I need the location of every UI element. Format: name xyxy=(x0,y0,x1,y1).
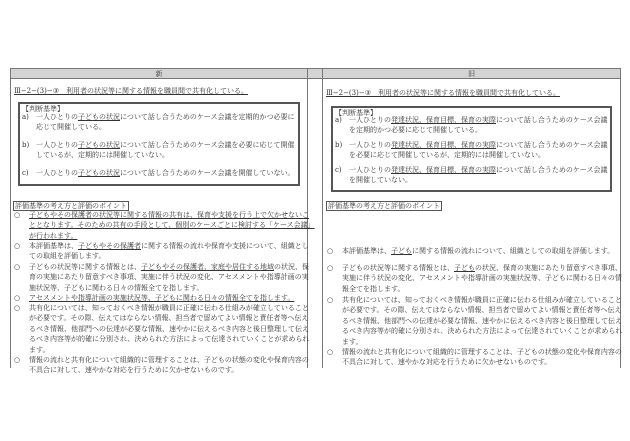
underlined-text: 子どもの状況 xyxy=(78,113,120,121)
text-segment: について話し合うためのケース会議を必要に応じて開催 xyxy=(120,141,295,149)
text-segment: を必要に応じて開催しているが、定期的には開催していない。 xyxy=(349,151,545,160)
bullet-circle-icon: ○ xyxy=(14,263,21,271)
text-body xyxy=(342,263,622,294)
text-segment: 実施に伴う状況の変化、アセスメントや指導計画の実施状況等、子どもに関わる日々の情 xyxy=(342,274,622,283)
underlined-text: アセスメントや指導計画の実施状況等、子どもに関わる日々の情報全てを指します。 xyxy=(29,294,295,302)
text-segment: 一人ひとりの xyxy=(349,116,391,124)
text-segment: が必要です。その際、伝えてはならない情報、担当者で留めてよい情報と責任者等へ伝え xyxy=(29,314,309,323)
text-line xyxy=(29,324,309,334)
text-segment: について話し合うためのケース会議を定期的かつ必要に xyxy=(120,113,295,121)
underlined-text: が行われます。 xyxy=(29,231,78,240)
text-body xyxy=(36,140,295,161)
text-segment: 一人ひとりの xyxy=(36,113,78,121)
text-line xyxy=(29,345,309,355)
text-body xyxy=(29,293,294,303)
text-segment: について話し合うためのケース会議 xyxy=(496,116,608,124)
text-segment: ます。 xyxy=(342,337,363,346)
underlined-text: 発達状況、保育目標、保育の実際 xyxy=(391,116,496,124)
text-segment: を定期的かつ必要に応じて開催している。 xyxy=(349,126,482,135)
text-segment: しているが、定期的には開催していない。 xyxy=(36,151,169,160)
old-points-heading: 評価基準の考え方と評価のポイント xyxy=(328,202,440,210)
bullet-circle-icon: ○ xyxy=(327,264,334,272)
table-border-left xyxy=(10,68,11,368)
text-segment: るべき内容等が的確に分別され、決められた方法によって伝達されていくことが求められ xyxy=(342,327,623,336)
bullet-circle-icon: ○ xyxy=(327,348,334,356)
text-line xyxy=(29,220,315,230)
old-criteria-heading: 【判断基準】 xyxy=(335,109,377,117)
text-segment: が必要です。その際、伝えてはならない情報、担当者で留めてよい情報と責任者等へ伝え xyxy=(342,306,622,315)
text-body xyxy=(349,115,608,136)
text-segment: ます。 xyxy=(29,345,50,354)
underlined-text: 子どもやその保護者、家庭や居住する地域 xyxy=(141,263,274,271)
criterion-label: c) xyxy=(335,166,342,174)
text-segment: 情報の流れと共有化について組織的に管理することは、子どもの状態の変化や保育内容の xyxy=(342,348,622,356)
new-section-title: Ⅲ−2−(3)−③ 利用者の状況等に関する情報を職員間で共有化している。 xyxy=(14,87,248,95)
text-line xyxy=(342,263,622,273)
text-line xyxy=(36,112,295,122)
text-line xyxy=(29,365,309,375)
text-segment: るべき内容等が的確に分別され、決められた方法によって伝達されていくことが求められ xyxy=(29,335,310,344)
text-line xyxy=(36,140,295,150)
text-line xyxy=(349,140,608,150)
text-line xyxy=(342,246,614,256)
text-line xyxy=(29,313,309,323)
bullet-circle-icon: ○ xyxy=(14,294,21,302)
text-segment: 施状況等、子どもに関わる日々の情報全てを指します。 xyxy=(29,283,204,292)
underlined-text: 子どもやその保護者 xyxy=(78,242,141,250)
text-segment: 情報の流れと共有化について組織的に管理することは、子どもの状態の変化や保育内容の xyxy=(29,356,309,364)
text-segment: るべき情報、他部門への伝達が必要な情報、速やかに伝えるべき内容と後日整理して伝え xyxy=(342,316,622,325)
text-body xyxy=(29,303,309,355)
underlined-text: 子ども xyxy=(391,247,412,255)
text-line xyxy=(29,231,315,241)
criterion-label: a) xyxy=(335,116,342,124)
text-line xyxy=(342,305,622,315)
text-segment: 応じて開催している。 xyxy=(36,123,106,132)
text-body xyxy=(29,241,309,262)
text-line xyxy=(349,175,608,185)
text-segment: 一人ひとりの xyxy=(349,141,391,149)
text-segment: 共有化については、知っておくべき情報が職員に正確に伝わる仕組みが確立していること xyxy=(342,296,622,304)
criterion-label: c) xyxy=(22,169,29,177)
text-segment: の状況、保 xyxy=(274,263,309,271)
text-segment: ての取組を評価します。 xyxy=(29,252,106,261)
underlined-text: ととなります。そのための共有の手段として、個別のケースごとに検討する「ケース会議」 xyxy=(29,221,315,230)
text-line xyxy=(342,326,622,336)
text-body xyxy=(36,112,295,133)
text-body xyxy=(29,355,309,376)
text-line xyxy=(29,251,309,261)
text-segment: 報全てを指します。 xyxy=(342,284,405,293)
text-segment: に関する情報の流れや保育や支援について、組織とし xyxy=(141,242,309,250)
text-segment: 子どもの状況等に関する情報とは、 xyxy=(342,264,454,272)
text-segment: 一人ひとりの xyxy=(349,166,391,174)
old-section-title: Ⅲ−2−(3)−③ 利用者の状況等に関する情報を職員間で共有化している。 xyxy=(326,89,560,97)
text-line xyxy=(342,347,622,357)
text-segment: 不具合に対して、速やかな対応を行うために欠かせないものです。 xyxy=(29,366,239,375)
text-line xyxy=(342,273,622,283)
text-segment: について話し合うためのケース会議 xyxy=(496,166,608,174)
text-line xyxy=(29,334,309,344)
text-segment: について話し合うためのケース会議を開催していない。 xyxy=(120,169,295,177)
text-body xyxy=(29,210,315,241)
text-line xyxy=(36,168,295,178)
bullet-circle-icon: ○ xyxy=(14,304,21,312)
underlined-text: 子どもやその保護者の状況等に関する情報の共有は、保育や支援を行う上で欠かせないこ xyxy=(29,211,309,219)
text-segment: 子どもの状況等に関する情報とは、 xyxy=(29,263,141,271)
text-line xyxy=(349,115,608,125)
text-line xyxy=(349,125,608,135)
text-body xyxy=(342,246,614,256)
text-line xyxy=(349,165,608,175)
text-line xyxy=(29,272,309,282)
text-body xyxy=(36,168,295,178)
bullet-circle-icon: ○ xyxy=(327,247,334,255)
new-criteria-heading: 【判断基準】 xyxy=(22,105,64,113)
text-segment: 育の実施にあたり留意すべき事項、実施に伴う状況の変化、アセスメントや指導計画の実 xyxy=(29,273,309,282)
old-column-header: 旧 xyxy=(322,68,621,79)
bullet-circle-icon: ○ xyxy=(327,296,334,304)
text-line xyxy=(29,293,294,303)
bullet-circle-icon: ○ xyxy=(14,356,21,364)
criterion-label: b) xyxy=(22,141,30,149)
underlined-text: 子ども xyxy=(454,264,475,272)
text-line xyxy=(29,355,309,365)
text-segment: の状況、保育の実施にあたり留意すべき事項、 xyxy=(475,264,622,272)
text-line xyxy=(29,283,309,293)
underlined-text: 発達状況、保育目標、保育の実際 xyxy=(391,141,496,149)
text-segment: を開催していない。 xyxy=(349,176,412,185)
text-segment: るべき情報、他部門への伝達が必要な情報、速やかに伝えるべき内容と後日整理して伝え xyxy=(29,324,309,333)
underlined-text: 子どもの状況 xyxy=(78,141,120,149)
criterion-label: b) xyxy=(335,141,343,149)
text-body xyxy=(342,295,622,347)
text-line xyxy=(349,150,608,160)
text-line xyxy=(342,357,622,367)
criterion-label: a) xyxy=(22,113,29,121)
text-line xyxy=(36,122,295,132)
new-column-header: 新 xyxy=(10,68,308,79)
text-segment: について話し合うためのケース会議 xyxy=(496,141,608,149)
text-line xyxy=(29,303,309,313)
text-line xyxy=(29,210,315,220)
text-body xyxy=(349,165,608,186)
text-line xyxy=(29,262,309,272)
text-segment: 本評価基準は、 xyxy=(342,247,391,255)
text-segment: 一人ひとりの xyxy=(36,141,78,149)
gap-column-header xyxy=(307,68,323,79)
text-line xyxy=(29,241,309,251)
new-points-heading: 評価基準の考え方と評価のポイント xyxy=(15,202,127,210)
text-body xyxy=(349,140,608,161)
text-line xyxy=(342,295,622,305)
text-line xyxy=(342,316,622,326)
text-line xyxy=(36,150,295,160)
text-body xyxy=(29,262,309,293)
text-line xyxy=(342,284,622,294)
text-segment: に関する情報の流れについて、組織としての取組を評価します。 xyxy=(412,247,615,255)
underlined-text: 発達状況、保育目標、保育の実際 xyxy=(391,166,496,174)
text-segment: 本評価基準は、 xyxy=(29,242,78,250)
text-segment: 一人ひとりの xyxy=(36,169,78,177)
bullet-circle-icon: ○ xyxy=(14,242,21,250)
text-segment: 共有化については、知っておくべき情報が職員に正確に伝わる仕組みが確立していること xyxy=(29,304,309,312)
text-body xyxy=(342,347,622,368)
column-divider xyxy=(322,68,323,368)
text-line xyxy=(342,337,622,347)
text-segment: 不具合に対して、速やかな対応を行うために欠かせないものです。 xyxy=(342,358,552,367)
bullet-circle-icon: ○ xyxy=(14,211,21,219)
underlined-text: 子どもの状況 xyxy=(78,169,120,177)
